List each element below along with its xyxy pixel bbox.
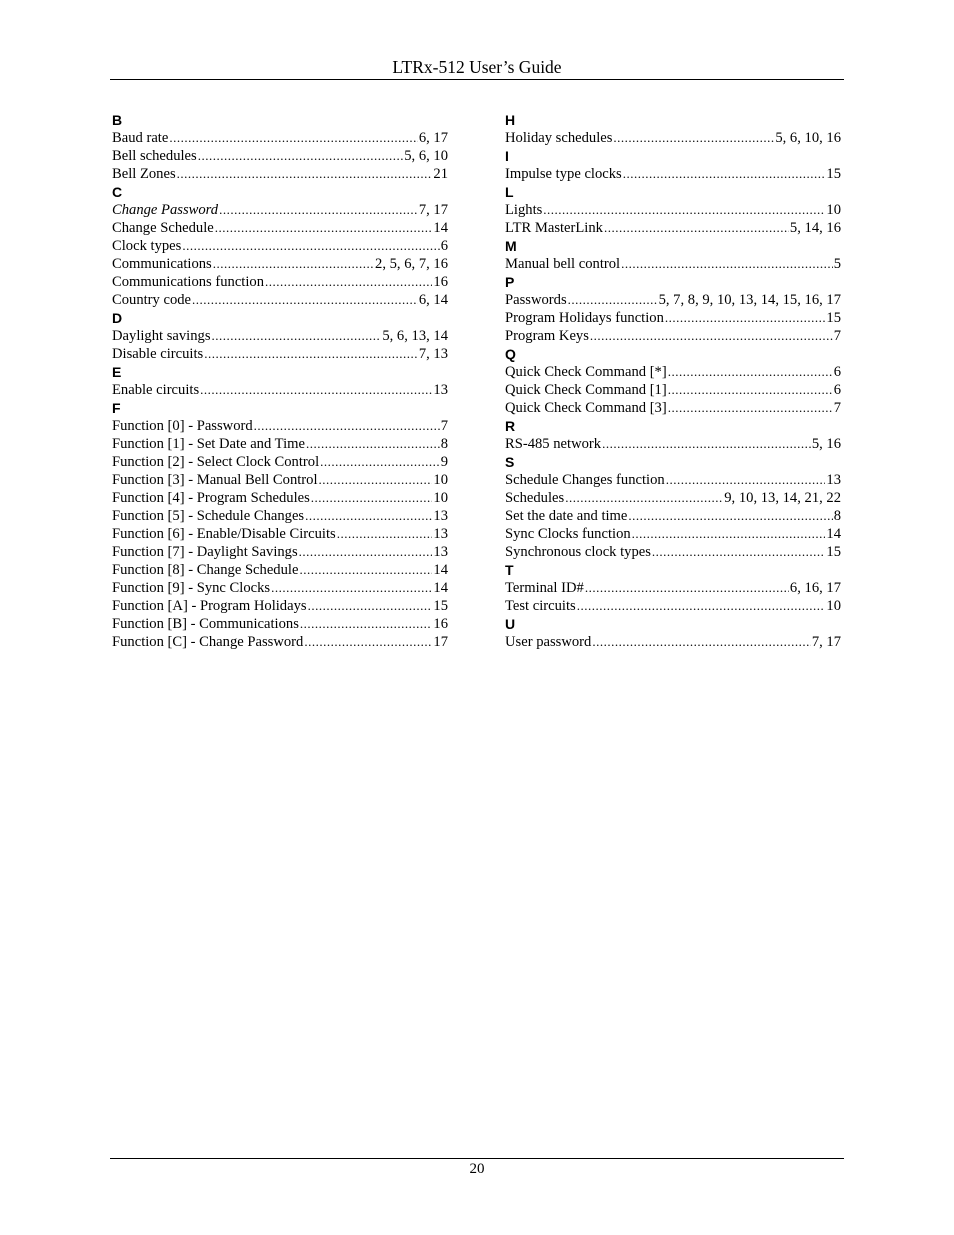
index-letter-heading: C	[112, 184, 123, 200]
index-letter-heading: Q	[505, 346, 516, 362]
index-term: Change Schedule	[112, 220, 214, 236]
index-page-refs: 7, 13	[418, 346, 448, 362]
dot-leader	[628, 507, 832, 525]
index-entry	[505, 525, 841, 543]
index-term: Terminal ID#	[505, 580, 584, 596]
index-term: Sync Clocks function	[505, 526, 631, 542]
dot-leader	[306, 435, 440, 453]
index-page-refs: 5, 6, 13, 14	[382, 328, 448, 344]
dot-leader	[305, 507, 432, 525]
dot-leader	[632, 525, 826, 543]
footer-rule	[110, 1158, 844, 1159]
index-letter-heading: T	[505, 562, 514, 578]
index-page-refs: 10	[433, 472, 448, 488]
index-term: Function [1] - Set Date and Time	[112, 436, 305, 452]
index-term: Function [3] - Manual Bell Control	[112, 472, 318, 488]
dot-leader	[219, 201, 418, 219]
index-page-refs: 5, 16	[811, 436, 841, 452]
index-entry	[112, 345, 448, 363]
index-term: Function [C] - Change Password	[112, 634, 304, 650]
index-entry	[505, 435, 841, 453]
dot-leader	[320, 453, 440, 471]
index-page-refs: 16	[433, 274, 448, 290]
dot-leader	[182, 237, 439, 255]
index-term: LTR MasterLink	[505, 220, 603, 236]
index-letter-heading: E	[112, 364, 122, 380]
dot-leader	[604, 219, 789, 237]
index-page-refs: 6, 14	[418, 292, 448, 308]
index-entry	[112, 201, 448, 219]
dot-leader	[192, 291, 418, 309]
index-page-refs: 13	[433, 526, 448, 542]
index-entry	[112, 543, 448, 561]
dot-leader	[623, 165, 826, 183]
dot-leader	[300, 615, 433, 633]
dot-leader	[665, 309, 826, 327]
index-page-refs: 2, 5, 6, 7, 16	[375, 256, 448, 272]
index-page-refs: 13	[433, 544, 448, 560]
index-entry	[112, 525, 448, 543]
index-letter-heading: M	[505, 238, 517, 254]
index-page-refs: 6	[833, 382, 841, 398]
dot-leader	[602, 435, 811, 453]
index-entry	[112, 165, 448, 183]
index-page-refs: 6, 17	[418, 130, 448, 146]
index-entry	[112, 453, 448, 471]
index-entry	[112, 381, 448, 399]
index-entry	[112, 237, 448, 255]
index-term: Synchronous clock types	[505, 544, 651, 560]
index-entry	[505, 363, 841, 381]
index-page-refs: 7, 17	[811, 634, 841, 650]
dot-leader	[311, 489, 433, 507]
dot-leader	[668, 363, 833, 381]
index-page-refs: 17	[433, 634, 448, 650]
index-entry	[112, 291, 448, 309]
index-entry	[505, 291, 841, 309]
index-term: Function [5] - Schedule Changes	[112, 508, 305, 524]
index-term: Quick Check Command [3]	[505, 400, 667, 416]
index-term: Manual bell control	[505, 256, 621, 272]
dot-leader	[668, 381, 833, 399]
index-term: Function [9] - Sync Clocks	[112, 580, 271, 596]
index-page-refs: 5, 14, 16	[789, 220, 841, 236]
index-entry	[112, 489, 448, 507]
index-term: Function [4] - Program Schedules	[112, 490, 310, 506]
dot-leader	[215, 219, 433, 237]
index-letter-heading: D	[112, 310, 123, 326]
dot-leader	[299, 543, 433, 561]
index-page-refs: 14	[826, 526, 841, 542]
index-term: Schedule Changes function	[505, 472, 665, 488]
index-page-refs: 15	[433, 598, 448, 614]
dot-leader	[577, 597, 826, 615]
index-page-refs: 7	[833, 328, 841, 344]
index-term: Function [A] - Program Holidays	[112, 598, 307, 614]
index-page-refs: 10	[826, 202, 841, 218]
index-entry	[505, 543, 841, 561]
index-term: Holiday schedules	[505, 130, 613, 146]
index-entry	[112, 417, 448, 435]
index-term: Function [B] - Communications	[112, 616, 299, 632]
index-term: Lights	[505, 202, 543, 218]
index-term: Set the date and time	[505, 508, 628, 524]
index-page-refs: 6, 16, 17	[789, 580, 841, 596]
index-column-left	[112, 111, 448, 651]
index-page-refs: 10	[433, 490, 448, 506]
index-entry	[112, 561, 448, 579]
index-term: Daylight savings	[112, 328, 211, 344]
index-page-refs: 15	[826, 544, 841, 560]
index-entry	[112, 129, 448, 147]
index-term: Program Holidays function	[505, 310, 664, 326]
dot-leader	[204, 345, 418, 363]
index-page-refs: 7	[440, 418, 448, 434]
index-page-refs: 16	[433, 616, 448, 632]
dot-leader	[319, 471, 433, 489]
dot-leader	[271, 579, 432, 597]
index-entry	[505, 489, 841, 507]
index-entry	[505, 633, 841, 651]
index-page-refs: 15	[826, 166, 841, 182]
index-term: Bell Zones	[112, 166, 176, 182]
page-header-title: LTRx-512 User’s Guide	[392, 57, 562, 77]
index-entry	[112, 615, 448, 633]
index-page-refs: 10	[826, 598, 841, 614]
index-term: Impulse type clocks	[505, 166, 622, 182]
index-term: Passwords	[505, 292, 567, 308]
index-entry	[112, 597, 448, 615]
dot-leader	[198, 147, 404, 165]
index-letter-heading: P	[505, 274, 515, 290]
index-page-refs: 6	[440, 238, 448, 254]
index-page-refs: 6	[833, 364, 841, 380]
index-term: Country code	[112, 292, 192, 308]
index-entry	[505, 165, 841, 183]
index-entry	[112, 327, 448, 345]
index-letter-heading: U	[505, 616, 516, 632]
index-page-refs: 5, 6, 10	[404, 148, 448, 164]
dot-leader	[177, 165, 433, 183]
index-entry	[112, 633, 448, 651]
index-term: Function [0] - Password	[112, 418, 253, 434]
dot-leader	[585, 579, 789, 597]
index-column-right	[505, 111, 841, 651]
dot-leader	[652, 543, 825, 561]
index-page-refs: 13	[826, 472, 841, 488]
index-page-refs: 7, 17	[418, 202, 448, 218]
index-term: Program Keys	[505, 328, 589, 344]
index-entry	[112, 147, 448, 165]
index-page-refs: 13	[433, 382, 448, 398]
index-term: Communications	[112, 256, 212, 272]
dot-leader	[592, 633, 810, 651]
index-page-refs: 14	[433, 562, 448, 578]
index-entry	[505, 255, 841, 273]
index-entry	[112, 219, 448, 237]
index-letter-heading: I	[505, 148, 509, 164]
index-entry	[505, 597, 841, 615]
index-letter-heading: H	[505, 112, 516, 128]
header-rule	[110, 79, 844, 80]
index-term: Bell schedules	[112, 148, 197, 164]
index-page-refs: 15	[826, 310, 841, 326]
index-page-refs: 21	[433, 166, 448, 182]
dot-leader	[668, 399, 833, 417]
index-entry	[505, 219, 841, 237]
index-letter-heading: F	[112, 400, 121, 416]
dot-leader	[666, 471, 826, 489]
index-page-refs: 5, 7, 8, 9, 10, 13, 14, 15, 16, 17	[658, 292, 841, 308]
index-entry	[505, 129, 841, 147]
index-letter-heading: S	[505, 454, 515, 470]
dot-leader	[543, 201, 825, 219]
dot-leader	[337, 525, 433, 543]
dot-leader	[568, 291, 658, 309]
dot-leader	[254, 417, 440, 435]
index-page-refs: 13	[433, 508, 448, 524]
index-page-refs: 9	[440, 454, 448, 470]
index-term: Schedules	[505, 490, 565, 506]
index-entry	[505, 579, 841, 597]
index-term: RS-485 network	[505, 436, 602, 452]
index-letter-heading: B	[112, 112, 123, 128]
index-term: User password	[505, 634, 592, 650]
index-entry	[112, 255, 448, 273]
index-page-refs: 5, 6, 10, 16	[775, 130, 841, 146]
index-term: Function [6] - Enable/Disable Circuits	[112, 526, 336, 542]
dot-leader	[265, 273, 432, 291]
dot-leader	[308, 597, 433, 615]
dot-leader	[299, 561, 432, 579]
index-page-refs: 7	[833, 400, 841, 416]
index-term: Disable circuits	[112, 346, 204, 362]
index-page-refs: 8	[440, 436, 448, 452]
dot-leader	[590, 327, 833, 345]
index-term: Function [8] - Change Schedule	[112, 562, 299, 578]
index-entry	[505, 507, 841, 525]
index-term: Quick Check Command [1]	[505, 382, 667, 398]
index-entry	[505, 201, 841, 219]
page-number: 20	[469, 1161, 485, 1177]
index-page-refs: 5	[833, 256, 841, 272]
index-term: Function [2] - Select Clock Control	[112, 454, 320, 470]
dot-leader	[621, 255, 833, 273]
index-entry	[505, 399, 841, 417]
index-entry	[505, 381, 841, 399]
index-letter-heading: R	[505, 418, 516, 434]
index-entry	[505, 327, 841, 345]
index-page-refs: 14	[433, 220, 448, 236]
index-entry	[112, 273, 448, 291]
index-entry	[112, 435, 448, 453]
index-term: Enable circuits	[112, 382, 200, 398]
index-letter-heading: L	[505, 184, 514, 200]
index-page-refs: 14	[433, 580, 448, 596]
index-entry	[112, 579, 448, 597]
dot-leader	[565, 489, 723, 507]
dot-leader	[613, 129, 774, 147]
index-entry	[505, 471, 841, 489]
dot-leader	[213, 255, 374, 273]
dot-leader	[200, 381, 432, 399]
index-term: Communications function	[112, 274, 265, 290]
index-entry	[505, 309, 841, 327]
index-page-refs: 8	[833, 508, 841, 524]
index-term: Function [7] - Daylight Savings	[112, 544, 298, 560]
dot-leader	[304, 633, 432, 651]
index-term: Clock types	[112, 238, 182, 254]
dot-leader	[169, 129, 417, 147]
index-term: Test circuits	[505, 598, 576, 614]
index-term: Baud rate	[112, 130, 169, 146]
index-entry	[112, 507, 448, 525]
index-term: Quick Check Command [*]	[505, 364, 667, 380]
index-entry	[112, 471, 448, 489]
index-term: Change Password	[112, 202, 219, 218]
index-page-refs: 9, 10, 13, 14, 21, 22	[724, 490, 841, 506]
dot-leader	[212, 327, 382, 345]
